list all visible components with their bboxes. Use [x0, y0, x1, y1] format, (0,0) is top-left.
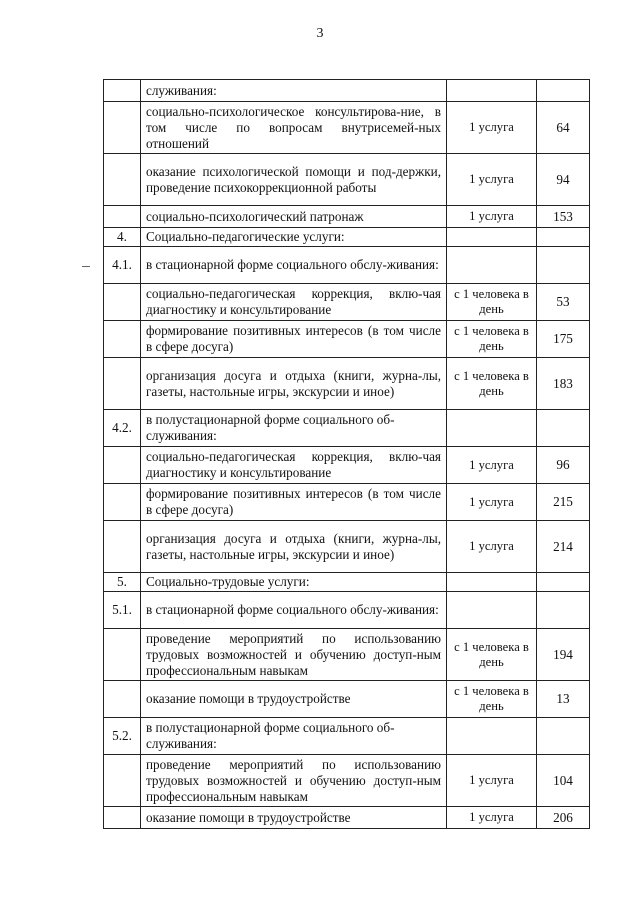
table-row — [104, 629, 590, 681]
page-number: 3 — [316, 26, 324, 41]
table-row — [104, 484, 590, 521]
row-number: 5.1. — [104, 592, 141, 629]
row-number — [104, 284, 141, 321]
service-name: социально-психологический патронаж — [141, 206, 447, 228]
unit-of-service: с 1 человека в день — [447, 681, 537, 718]
table-row — [104, 284, 590, 321]
unit-of-service — [447, 718, 537, 755]
unit-of-service: с 1 человека в день — [447, 284, 537, 321]
table-row — [104, 681, 590, 718]
tariff-value: 215 — [537, 484, 590, 521]
service-name: организация досуга и отдыха (книги, журна-лы, газеты, настольные игры, экскурсии и иное) — [141, 358, 447, 410]
service-name: социально-педагогическая коррекция, вклю-чая диагностику и консультирование — [141, 284, 447, 321]
row-number — [104, 102, 141, 154]
tariff-value: 214 — [537, 521, 590, 573]
row-number: 4.1. — [104, 247, 141, 284]
tariff-value: 13 — [537, 681, 590, 718]
table-row — [104, 102, 590, 154]
tariff-value — [537, 80, 590, 102]
table-row — [104, 807, 590, 829]
unit-of-service — [447, 573, 537, 592]
tariff-value: 104 — [537, 755, 590, 807]
tariff-table-body — [104, 80, 590, 829]
table-row — [104, 410, 590, 447]
table-row — [104, 321, 590, 358]
table-row — [104, 592, 590, 629]
row-number: 5. — [104, 573, 141, 592]
service-name: Социально-трудовые услуги: — [141, 573, 447, 592]
service-name: в полустационарной форме социального об-служивания: — [141, 410, 447, 447]
row-number — [104, 681, 141, 718]
row-number — [104, 447, 141, 484]
row-number — [104, 629, 141, 681]
table-row — [104, 247, 590, 284]
table-row — [104, 154, 590, 206]
tariff-value — [537, 247, 590, 284]
service-name: в полустационарной форме социального об-служивания: — [141, 718, 447, 755]
row-number — [104, 358, 141, 410]
table-row — [104, 718, 590, 755]
tariff-value — [537, 228, 590, 247]
service-name: формирование позитивных интересов (в том числе в сфере досуга) — [141, 484, 447, 521]
row-number — [104, 206, 141, 228]
row-number — [104, 80, 141, 102]
tariff-value: 53 — [537, 284, 590, 321]
service-name: социально-психологическое консультирова-ние, в том числе по вопросам внутрисемей-ных отношений — [141, 102, 447, 154]
row-number — [104, 154, 141, 206]
service-name: оказание психологической помощи и под-держки, проведение психокоррекционной работы — [141, 154, 447, 206]
row-number — [104, 807, 141, 829]
table-row — [104, 228, 590, 247]
tariff-value — [537, 592, 590, 629]
margin-mark — [82, 266, 90, 267]
row-number — [104, 521, 141, 573]
table-row — [104, 358, 590, 410]
tariff-value: 153 — [537, 206, 590, 228]
table-row — [104, 447, 590, 484]
unit-of-service — [447, 247, 537, 284]
tariff-value: 96 — [537, 447, 590, 484]
tariff-value — [537, 573, 590, 592]
unit-of-service: 1 услуга — [447, 154, 537, 206]
tariff-value: 94 — [537, 154, 590, 206]
service-name: оказание помощи в трудоустройстве — [141, 807, 447, 829]
row-number — [104, 484, 141, 521]
table-row — [104, 206, 590, 228]
service-name: оказание помощи в трудоустройстве — [141, 681, 447, 718]
unit-of-service: 1 услуга — [447, 102, 537, 154]
row-number — [104, 755, 141, 807]
service-name: формирование позитивных интересов (в том числе в сфере досуга) — [141, 321, 447, 358]
service-name: проведение мероприятий по использованию трудовых возможностей и обучению доступ-ным профессиональным навыкам — [141, 629, 447, 681]
unit-of-service — [447, 410, 537, 447]
tariff-value: 206 — [537, 807, 590, 829]
service-name: в стационарной форме социального обслу-живания: — [141, 247, 447, 284]
table-row — [104, 80, 590, 102]
unit-of-service — [447, 228, 537, 247]
unit-of-service: 1 услуга — [447, 755, 537, 807]
tariff-value: 183 — [537, 358, 590, 410]
row-number: 5.2. — [104, 718, 141, 755]
row-number: 4. — [104, 228, 141, 247]
tariff-value: 175 — [537, 321, 590, 358]
unit-of-service — [447, 80, 537, 102]
unit-of-service: с 1 человека в день — [447, 358, 537, 410]
unit-of-service: 1 услуга — [447, 484, 537, 521]
tariff-table — [103, 79, 590, 829]
unit-of-service: 1 услуга — [447, 206, 537, 228]
tariff-value — [537, 410, 590, 447]
table-row — [104, 573, 590, 592]
row-number — [104, 321, 141, 358]
unit-of-service: 1 услуга — [447, 807, 537, 829]
service-name: проведение мероприятий по использованию трудовых возможностей и обучению доступ-ным профессиональным навыкам — [141, 755, 447, 807]
service-name: служивания: — [141, 80, 447, 102]
unit-of-service — [447, 592, 537, 629]
unit-of-service: с 1 человека в день — [447, 321, 537, 358]
service-name: Социально-педагогические услуги: — [141, 228, 447, 247]
tariff-value: 194 — [537, 629, 590, 681]
table-row — [104, 521, 590, 573]
tariff-value: 64 — [537, 102, 590, 154]
row-number: 4.2. — [104, 410, 141, 447]
unit-of-service: с 1 человека в день — [447, 629, 537, 681]
unit-of-service: 1 услуга — [447, 447, 537, 484]
service-name: социально-педагогическая коррекция, вклю-чая диагностику и консультирование — [141, 447, 447, 484]
tariff-value — [537, 718, 590, 755]
unit-of-service: 1 услуга — [447, 521, 537, 573]
service-name: в стационарной форме социального обслу-живания: — [141, 592, 447, 629]
service-name: организация досуга и отдыха (книги, журна-лы, газеты, настольные игры, экскурсии и иное) — [141, 521, 447, 573]
table-row — [104, 755, 590, 807]
